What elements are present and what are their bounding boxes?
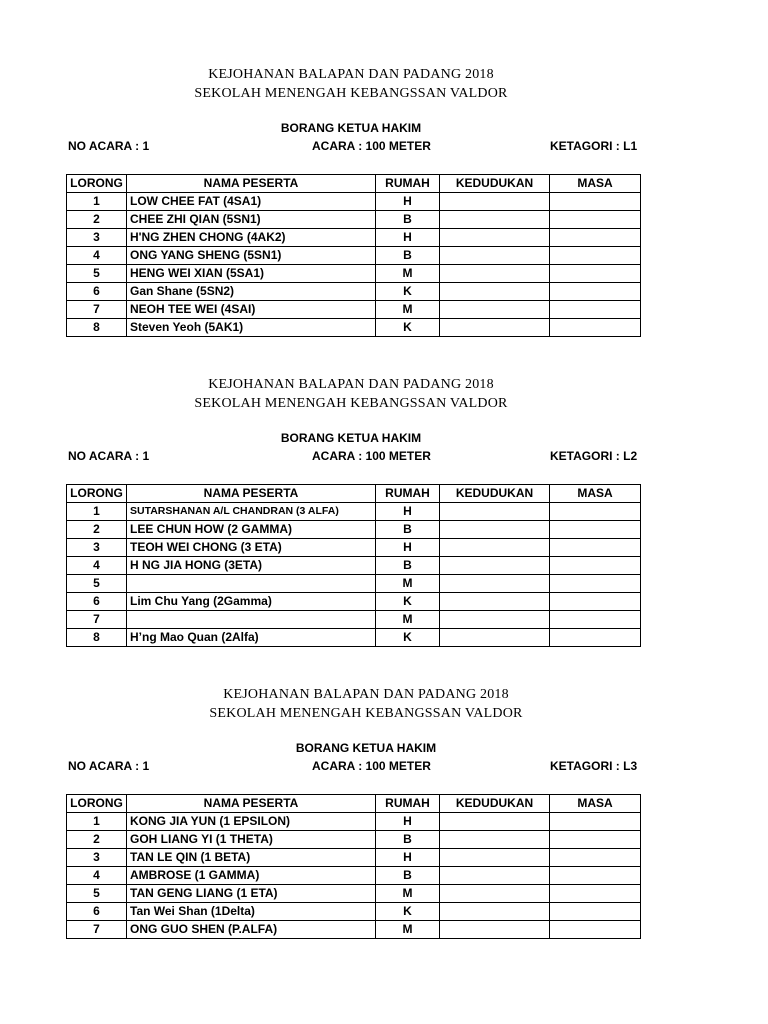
house-code: H	[376, 813, 440, 831]
lane-number: 2	[67, 211, 127, 229]
time-cell[interactable]	[550, 247, 641, 265]
column-header: MASA	[550, 795, 641, 813]
column-header: NAMA PESERTA	[127, 795, 376, 813]
lane-number: 8	[67, 629, 127, 647]
time-cell[interactable]	[550, 211, 641, 229]
table-row	[67, 813, 641, 831]
position-cell[interactable]	[440, 813, 550, 831]
lane-number: 1	[67, 813, 127, 831]
lane-number: 8	[67, 319, 127, 337]
time-cell[interactable]	[550, 831, 641, 849]
participant-name: TEOH WEI CHONG (3 ETA)	[127, 539, 376, 557]
position-cell[interactable]	[440, 211, 550, 229]
participant-name: ONG YANG SHENG (5SN1)	[127, 247, 376, 265]
event-category: KETAGORI : L2	[550, 449, 638, 463]
table-row	[67, 283, 641, 301]
position-cell[interactable]	[440, 521, 550, 539]
lane-number: 4	[67, 557, 127, 575]
table-row	[67, 557, 641, 575]
table-header-row	[67, 175, 641, 193]
participant-name: H NG JIA HONG (3ETA)	[127, 557, 376, 575]
form-subtitle: BORANG KETUA HAKIM	[295, 741, 437, 755]
position-cell[interactable]	[440, 867, 550, 885]
time-cell[interactable]	[550, 921, 641, 939]
participant-name: Lim Chu Yang (2Gamma)	[127, 593, 376, 611]
table-row	[67, 575, 641, 593]
house-code: K	[376, 903, 440, 921]
house-code: K	[376, 629, 440, 647]
table-header-row	[67, 485, 641, 503]
lane-number: 7	[67, 921, 127, 939]
position-cell[interactable]	[440, 265, 550, 283]
time-cell[interactable]	[550, 885, 641, 903]
participant-name: CHEE ZHI QIAN (5SN1)	[127, 211, 376, 229]
participant-name: Steven Yeoh (5AK1)	[127, 319, 376, 337]
table-row	[67, 521, 641, 539]
participant-name: KONG JIA YUN (1 EPSILON)	[127, 813, 376, 831]
table-row	[67, 885, 641, 903]
table-row	[67, 539, 641, 557]
house-code: B	[376, 247, 440, 265]
lane-number: 5	[67, 885, 127, 903]
column-header: LORONG	[67, 485, 127, 503]
lane-number: 5	[67, 575, 127, 593]
event-title: KEJOHANAN BALAPAN DAN PADANG 2018	[208, 377, 494, 392]
participant-name: H'NG ZHEN CHONG (4AK2)	[127, 229, 376, 247]
event-number: NO ACARA : 1	[68, 139, 150, 153]
lane-number: 3	[67, 229, 127, 247]
position-cell[interactable]	[440, 593, 550, 611]
column-header: LORONG	[67, 795, 127, 813]
table-row	[67, 503, 641, 521]
school-name: SEKOLAH MENENGAH KEBANGSSAN VALDOR	[209, 706, 523, 721]
school-name: SEKOLAH MENENGAH KEBANGSSAN VALDOR	[194, 86, 508, 101]
column-header: KEDUDUKAN	[440, 175, 550, 193]
position-cell[interactable]	[440, 903, 550, 921]
table-row	[67, 193, 641, 211]
time-cell[interactable]	[550, 521, 641, 539]
position-cell[interactable]	[440, 849, 550, 867]
participant-name: LOW CHEE FAT (4SA1)	[127, 193, 376, 211]
table-header-row	[67, 795, 641, 813]
form-section-3	[0, 620, 768, 936]
house-code: B	[376, 521, 440, 539]
event-title: KEJOHANAN BALAPAN DAN PADANG 2018	[208, 67, 494, 82]
participant-name: H’ng Mao Quan (2Alfa)	[127, 629, 376, 647]
participant-name: Gan Shane (5SN2)	[127, 283, 376, 301]
table-row	[67, 849, 641, 867]
house-code: H	[376, 503, 440, 521]
column-header: RUMAH	[376, 175, 440, 193]
column-header: RUMAH	[376, 795, 440, 813]
house-code: M	[376, 265, 440, 283]
participant-name: ONG GUO SHEN (P.ALFA)	[127, 921, 376, 939]
participant-name: HENG WEI XIAN (5SA1)	[127, 265, 376, 283]
house-code: H	[376, 193, 440, 211]
column-header: NAMA PESERTA	[127, 175, 376, 193]
time-cell[interactable]	[550, 503, 641, 521]
house-code: K	[376, 283, 440, 301]
column-header: KEDUDUKAN	[440, 795, 550, 813]
house-code: B	[376, 831, 440, 849]
house-code: M	[376, 575, 440, 593]
participant-name	[127, 575, 376, 593]
participant-name: Tan Wei Shan (1Delta)	[127, 903, 376, 921]
form-subtitle: BORANG KETUA HAKIM	[280, 431, 422, 445]
time-cell[interactable]	[550, 539, 641, 557]
participant-name: TAN LE QIN (1 BETA)	[127, 849, 376, 867]
position-cell[interactable]	[440, 575, 550, 593]
position-cell[interactable]	[440, 503, 550, 521]
participant-name: NEOH TEE WEI (4SAI)	[127, 301, 376, 319]
position-cell[interactable]	[440, 539, 550, 557]
column-header: KEDUDUKAN	[440, 485, 550, 503]
event-number: NO ACARA : 1	[68, 449, 150, 463]
position-cell[interactable]	[440, 921, 550, 939]
time-cell[interactable]	[550, 265, 641, 283]
event-category: KETAGORI : L1	[550, 139, 638, 153]
house-code: B	[376, 867, 440, 885]
column-header: LORONG	[67, 175, 127, 193]
time-cell[interactable]	[550, 813, 641, 831]
time-cell[interactable]	[550, 193, 641, 211]
house-code: K	[376, 319, 440, 337]
house-code: M	[376, 921, 440, 939]
time-cell[interactable]	[550, 575, 641, 593]
position-cell[interactable]	[440, 193, 550, 211]
time-cell[interactable]	[550, 849, 641, 867]
table-row	[67, 211, 641, 229]
position-cell[interactable]	[440, 831, 550, 849]
house-code: B	[376, 211, 440, 229]
lane-number: 4	[67, 247, 127, 265]
lane-number: 6	[67, 593, 127, 611]
house-code: K	[376, 593, 440, 611]
participant-name: GOH LIANG YI (1 THETA)	[127, 831, 376, 849]
lane-number: 5	[67, 265, 127, 283]
lane-number: 3	[67, 539, 127, 557]
table-row	[67, 831, 641, 849]
lane-number: 7	[67, 301, 127, 319]
column-header: RUMAH	[376, 485, 440, 503]
event-name: ACARA : 100 METER	[312, 449, 431, 463]
position-cell[interactable]	[440, 283, 550, 301]
lane-number: 2	[67, 521, 127, 539]
time-cell[interactable]	[550, 593, 641, 611]
house-code: B	[376, 557, 440, 575]
form-section-1	[0, 0, 768, 334]
table-row	[67, 921, 641, 939]
participant-name: AMBROSE (1 GAMMA)	[127, 867, 376, 885]
participant-name: SUTARSHANAN A/L CHANDRAN (3 ALFA)	[127, 503, 376, 521]
table-row	[67, 229, 641, 247]
time-cell[interactable]	[550, 557, 641, 575]
column-header: NAMA PESERTA	[127, 485, 376, 503]
house-code: H	[376, 229, 440, 247]
column-header: MASA	[550, 485, 641, 503]
house-code: H	[376, 539, 440, 557]
time-cell[interactable]	[550, 229, 641, 247]
participant-name: TAN GENG LIANG (1 ETA)	[127, 885, 376, 903]
lane-number: 6	[67, 283, 127, 301]
event-name: ACARA : 100 METER	[312, 759, 431, 773]
table-row	[67, 265, 641, 283]
position-cell[interactable]	[440, 247, 550, 265]
time-cell[interactable]	[550, 903, 641, 921]
event-title: KEJOHANAN BALAPAN DAN PADANG 2018	[223, 687, 509, 702]
time-cell[interactable]	[550, 867, 641, 885]
time-cell[interactable]	[550, 283, 641, 301]
position-cell[interactable]	[440, 557, 550, 575]
lane-number: 2	[67, 831, 127, 849]
table-row	[67, 247, 641, 265]
school-name: SEKOLAH MENENGAH KEBANGSSAN VALDOR	[194, 396, 508, 411]
house-code: M	[376, 301, 440, 319]
event-number: NO ACARA : 1	[68, 759, 150, 773]
position-cell[interactable]	[440, 229, 550, 247]
column-header: MASA	[550, 175, 641, 193]
event-name: ACARA : 100 METER	[312, 139, 431, 153]
lane-number: 6	[67, 903, 127, 921]
form-section-2	[0, 310, 768, 644]
lane-number: 7	[67, 611, 127, 629]
participant-name: LEE CHUN HOW (2 GAMMA)	[127, 521, 376, 539]
house-code: M	[376, 611, 440, 629]
lane-number: 1	[67, 193, 127, 211]
lane-number: 3	[67, 849, 127, 867]
results-table	[66, 794, 641, 939]
event-category: KETAGORI : L3	[550, 759, 638, 773]
house-code: H	[376, 849, 440, 867]
table-row	[67, 903, 641, 921]
house-code: M	[376, 885, 440, 903]
table-row	[67, 593, 641, 611]
form-subtitle: BORANG KETUA HAKIM	[280, 121, 422, 135]
table-row	[67, 867, 641, 885]
lane-number: 1	[67, 503, 127, 521]
lane-number: 4	[67, 867, 127, 885]
position-cell[interactable]	[440, 885, 550, 903]
